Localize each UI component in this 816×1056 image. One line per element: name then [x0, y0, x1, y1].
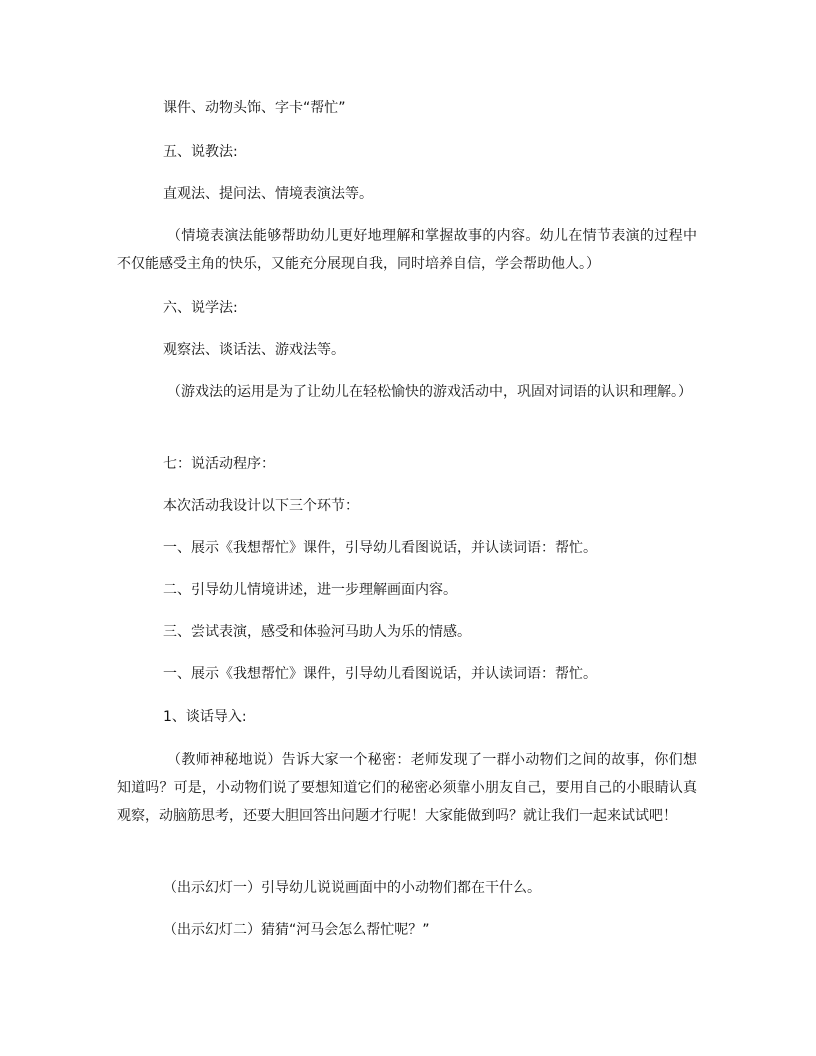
list-item-step-2: 二、引导幼儿情境讲述，进一步理解画面内容。: [163, 582, 457, 598]
heading-teaching-methods: 五、说教法:: [163, 144, 238, 160]
paragraph-slide-1: （出示幻灯一）引导幼儿说说画面中的小动物们都在干什么。: [163, 880, 541, 896]
heading-activity-procedure: 七：说活动程序：: [163, 456, 275, 472]
heading-conversation-intro: 1、谈话导入:: [163, 709, 247, 725]
paragraph-slide-2: （出示幻灯二）猜猜“河马会怎么帮忙呢？”: [163, 922, 430, 938]
paragraph-learning-methods: 观察法、谈话法、游戏法等。: [163, 342, 345, 358]
heading-step-1: 一、展示《我想帮忙》课件，引导幼儿看图说话，并认读词语：帮忙。: [163, 666, 597, 682]
paragraph-teaching-methods: 直观法、提问法、情境表演法等。: [163, 186, 373, 202]
paragraph-procedure-intro: 本次活动我设计以下三个环节：: [163, 498, 359, 514]
paragraph-teaching-methods-note: （情境表演法能够帮助幼儿更好地理解和掌握故事的内容。幼儿在情节表演的过程中不仅能感受主角的快乐，又能充分展现自我，同时培养自信，学会帮助他人。）: [117, 228, 697, 272]
list-item-step-3: 三、尝试表演，感受和体验河马助人为乐的情感。: [163, 624, 471, 640]
paragraph-materials: 课件、动物头饰、字卡“帮忙”: [163, 100, 346, 116]
paragraph-learning-methods-note: （游戏法的运用是为了让幼儿在轻松愉快的游戏活动中，巩固对词语的认识和理解。）: [167, 384, 692, 400]
list-item-step-1: 一、展示《我想帮忙》课件，引导幼儿看图说话，并认读词语：帮忙。: [163, 540, 597, 556]
heading-learning-methods: 六、说学法:: [163, 300, 238, 316]
paragraph-teacher-script: （教师神秘地说）告诉大家一个秘密：老师发现了一群小动物们之间的故事，你们想知道吗？可是，小动物们说了要想知道它们的秘密必须靠小朋友自己，要用自己的小眼睛认真观察，动脑筋思考，还要大胆回答出问题才行呢！大家能做到吗？就让我们一起来试试吧！: [117, 752, 697, 824]
